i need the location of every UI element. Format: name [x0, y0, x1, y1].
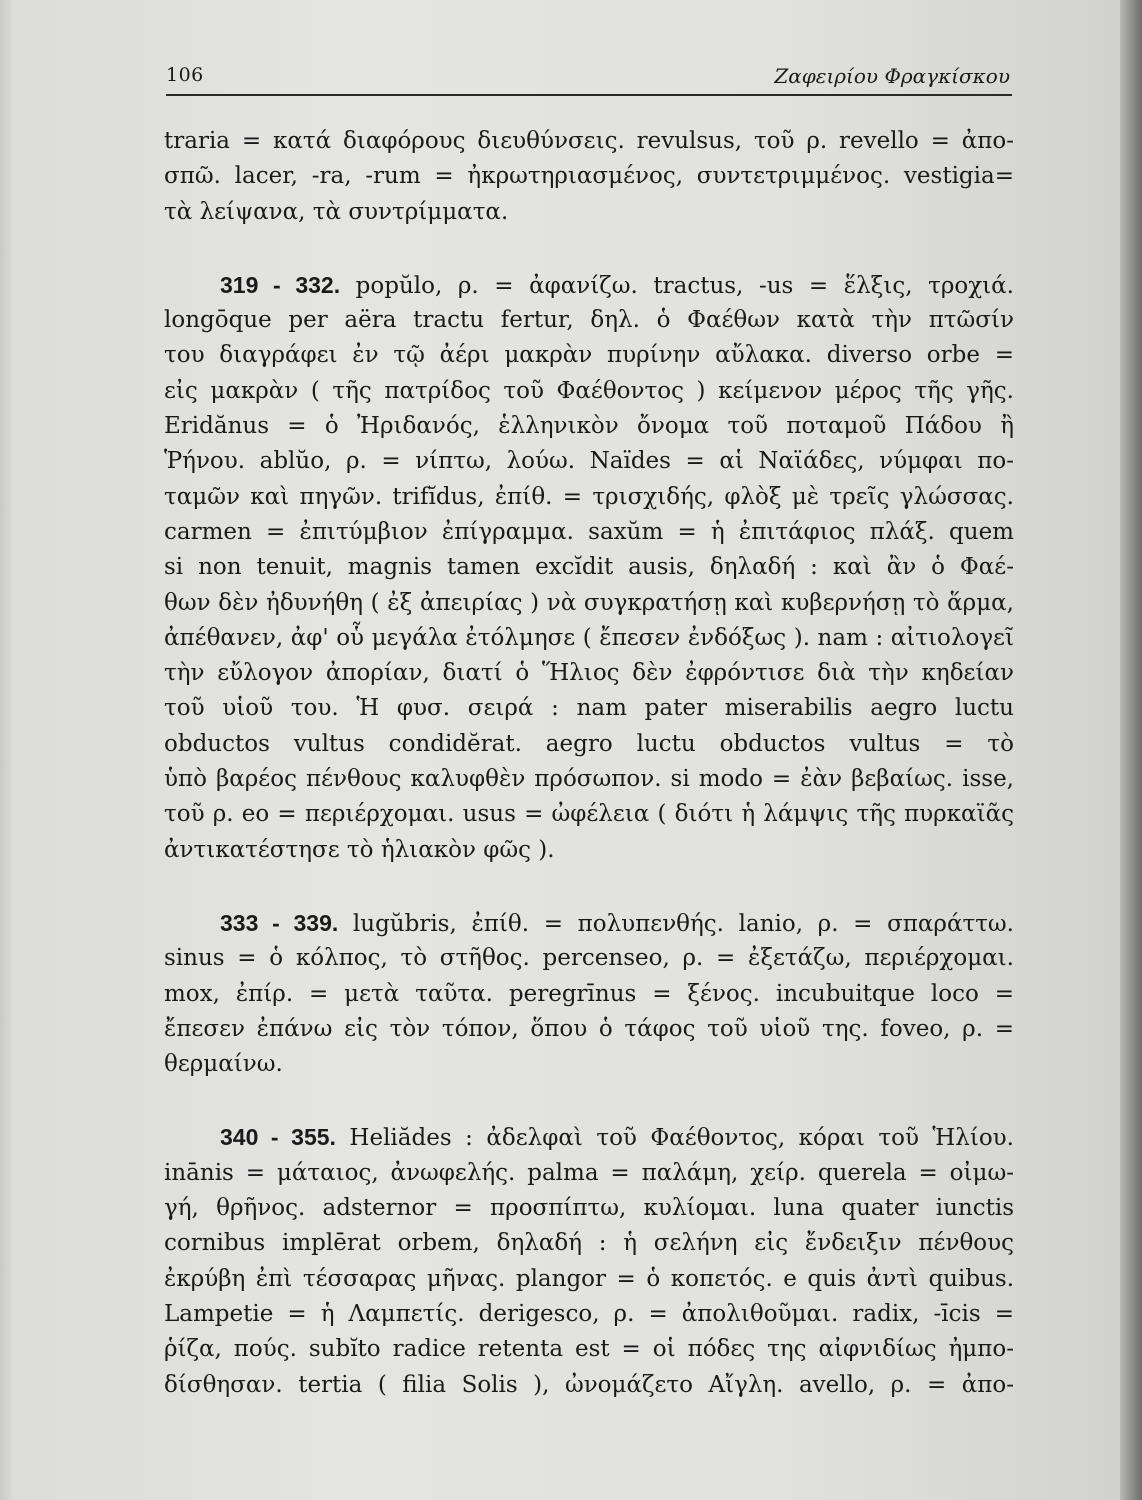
text-line: sinus = ὁ κόλπος, τὸ στῆθος. percenseo, ρ. = ἐξετάζω, περιέρχομαι. — [164, 945, 1014, 972]
text-line: Eridănus = ὁ Ἠριδανός, ἑλληνικὸν ὄνομα τοῦ ποταμοῦ Πάδου ἢ — [164, 413, 1014, 440]
text-line: ταμῶν καὶ πηγῶν. trifĭdus, ἐπίθ. = τρισχιδής, φλὸξ μὲ τρεῖς γλώσσας. — [164, 483, 1014, 510]
text-line: Lampetie = ἡ Λαμπετίς. derigesco, ρ. = ἀπολιθοῦμαι. radix, -īcis = — [164, 1300, 1014, 1327]
text-line: ἐκρύβη ἐπὶ τέσσαρας μῆνας. plangor = ὁ κοπετός. e quis ἀντὶ quibus. — [164, 1265, 1014, 1292]
text-line: τοῦ ρ. eo = περιέρχομαι. usus = ὠφέλεια ( διότι ἡ λάμψις τῆς πυρκαϊᾶς — [164, 801, 1014, 828]
text-line: longōque per aëra tractu fertur, δηλ. ὁ Φαέθων κατὰ τὴν πτῶσίν — [164, 307, 1014, 334]
text-line — [164, 906, 1014, 941]
text-line: του διαγράφει ἐν τῷ ἀέρι μακρὰν πυρίνην αὔλακα. diverso orbe = — [164, 342, 1014, 369]
text-line: σπῶ. lacer, -ra, -rum = ἠκρωτηριασμένος, συντετριμμένος. vestigia= — [164, 163, 1014, 190]
text-line: inānis = μάταιος, ἀνωφελής. palma = παλάμη, χείρ. querela = οἰμω- — [164, 1159, 1014, 1186]
text-line: obductos vultus condidĕrat. aegro luctu obductos vultus = τὸ — [164, 730, 1014, 757]
text-line: ἀντικατέστησε τὸ ἡλιακὸν φῶς ). — [164, 836, 555, 863]
text-line: τοῦ υἱοῦ του. Ἡ φυσ. σειρά : nam pater miserabilis aegro luctu — [164, 695, 1014, 722]
page-number: 106 — [166, 64, 204, 86]
text-line: ἀπέθανεν, ἀφ' οὗ μεγάλα ἐτόλμησε ( ἔπεσεν ἐνδόξως ). nam : αἰτιολογεῖ — [164, 624, 1014, 651]
text-line — [164, 1120, 1014, 1155]
text-line: ὑπὸ βαρέος πένθους καλυφθὲν πρόσωπον. si modo = ἐὰν βεβαίως. isse, — [164, 766, 1014, 793]
text-line — [164, 268, 1014, 303]
verse-range: 340 - 355. — [220, 1124, 336, 1151]
text-line: θων δὲν ἠδυνήθη ( ἐξ ἀπειρίας ) νὰ συγκρατήσῃ καὶ κυβερνήσῃ τὸ ἅρμα, — [164, 589, 1014, 616]
text-line: mox, ἐπίρ. = μετὰ ταῦτα. peregrīnus = ξένος. incubuitque loco = — [164, 980, 1014, 1007]
text-line: θερμαίνω. — [164, 1051, 283, 1078]
text-line: traria = κατά διαφόρους διευθύνσεις. revulsus, τοῦ ρ. revello = ἀπο- — [164, 128, 1014, 154]
verse-range: 333 - 339. — [220, 909, 339, 936]
paragraph-gap — [164, 1082, 1014, 1120]
text-line: cornibus implērat orbem, δηλαδή : ἡ σελήνη εἰς ἔνδειξιν πένθους — [164, 1230, 1014, 1257]
text-line: si non tenuit, magnis tamen excĭdit ausis, δηλαδή : καὶ ἂν ὁ Φαέ- — [164, 554, 1014, 581]
text-line: ἔπεσεν ἐπάνω εἰς τὸν τόπον, ὅπου ὁ τάφος τοῦ υἱοῦ της. foveo, ρ. = — [164, 1015, 1014, 1042]
text-line: τὰ λείψανα, τὰ συντρίμματα. — [164, 198, 509, 225]
text-line: Ῥήνου. ablŭo, ρ. = νίπτω, λούω. Naïdes = αἱ Ναϊάδες, νύμφαι πο- — [164, 448, 1014, 475]
page-edge — [1120, 0, 1142, 1500]
text-line: εἰς μακρὰν ( τῆς πατρίδος τοῦ Φαέθοντος ) κείμενον μέρος τῆς γῆς. — [164, 377, 1014, 404]
text-line: carmen = ἐπιτύμβιον ἐπίγραμμα. saxŭm = ἡ ἐπιτάφιος πλάξ. quem — [164, 518, 1014, 545]
commentary-text — [164, 124, 1014, 1403]
text-line: τὴν εὔλογον ἀπορίαν, διατί ὁ Ἥλιος δὲν ἐφρόντισε διὰ τὴν κηδείαν — [164, 660, 1014, 687]
text-line: ῥίζα, πούς. subĭto radice retenta est = οἱ πόδες της αἰφνιδίως ἠμπο- — [164, 1336, 1014, 1363]
text-line-content: popŭlo, ρ. = ἀφανίζω. tractus, -us = ἕλξις, τροχιά. — [355, 272, 1014, 299]
text-line: γή, θρῆνος. adsternor = προσπίπτω, κυλίομαι. luna quater iunctis — [164, 1195, 1014, 1222]
verse-range: 319 - 332. — [220, 271, 341, 298]
paragraph-gap — [164, 230, 1014, 268]
page-gutter-shadow — [0, 0, 14, 1500]
text-line: δίσθησαν. tertia ( filia Solis ), ὠνομάζετο Αἴγλη. avello, ρ. = ἀπο- — [164, 1371, 1014, 1398]
page-header — [166, 62, 1012, 96]
text-line-content: Heliădes : ἀδελφαὶ τοῦ Φαέθοντος, κόραι τοῦ Ἡλίου. — [349, 1125, 1014, 1152]
paragraph-gap — [164, 868, 1014, 906]
running-title: Ζαφειρίου Φραγκίσκου — [774, 64, 1010, 88]
text-line-content: lugŭbris, ἐπίθ. = πολυπενθής. lanio, ρ. = σπαράττω. — [352, 910, 1014, 937]
